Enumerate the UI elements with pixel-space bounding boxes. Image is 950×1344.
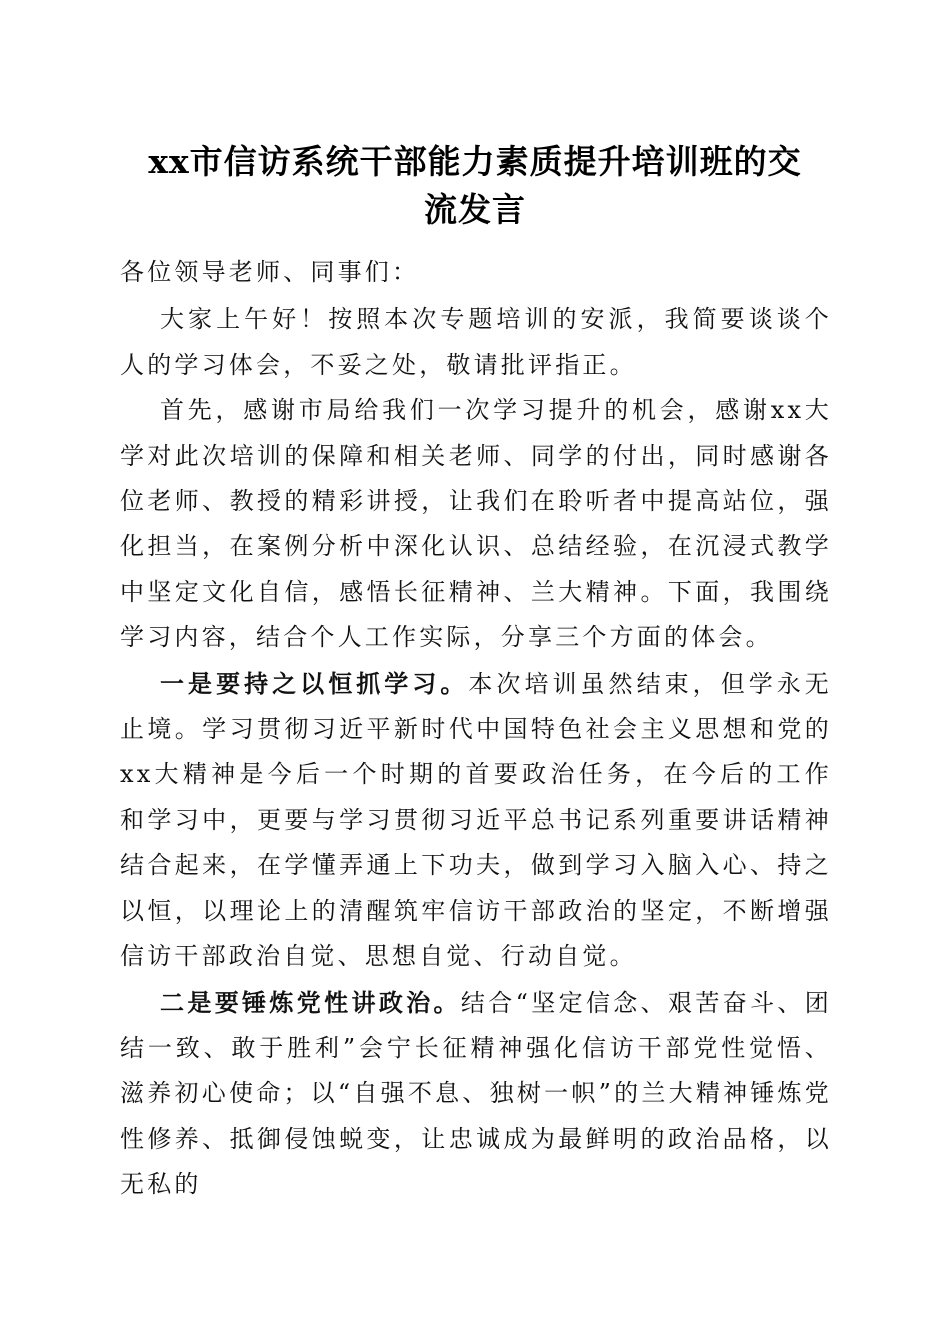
- paragraph-text: 结合“坚定信念、艰苦奋斗、团结一致、敢于胜利”会宁长征精神强化信访干部党性觉悟、滋养初心使命；以“自强不息、独树一帜”的兰大精神锤炼党性修养、抵御侵蚀蜕变，让忠诚成为最鲜明的政治品格，以无私的: [120, 988, 832, 1199]
- paragraph-greeting: [120, 297, 832, 388]
- paragraph-lead: 二是要锤炼党性讲政治。: [160, 987, 461, 1017]
- paragraph-text: 首先，感谢市局给我们一次学习提升的机会，感谢xx大学对此次培训的保障和相关老师、同学的付出，同时感谢各位老师、教授的精彩讲授，让我们在聆听者中提高站位，强化担当，在案例分析中深化认识、总结经验，在沉浸式教学中坚定文化自信，感悟长征精神、兰大精神。下面，我围绕学习内容，结合个人工作实际，分享三个方面的体会。: [120, 396, 832, 652]
- paragraph-point-two: [120, 980, 832, 1208]
- paragraph-lead: 一是要持之以恒抓学习。: [160, 668, 469, 698]
- paragraph-text: 大家上午好！按照本次专题培训的安派，我简要谈谈个人的学习体会，不妥之处，敬请批评指正。: [120, 305, 832, 379]
- paragraph-text: 本次培训虽然结束，但学永无止境。学习贯彻习近平新时代中国特色社会主义思想和党的xx大精神是今后一个时期的首要政治任务，在今后的工作和学习中，更要与学习贯彻习近平总书记系列重要讲话精神结合起来，在学懂弄通上下功夫，做到学习入脑入心、持之以恒，以理论上的清醒筑牢信访干部政治的坚定，不断增强信访干部政治自觉、思想自觉、行动自觉。: [120, 669, 833, 971]
- paragraph-thanks: [120, 388, 832, 660]
- document-title: [120, 138, 830, 234]
- title-line-2: 流发言: [424, 190, 526, 229]
- title-line-1: xx市信访系统干部能力素质提升培训班的交: [148, 142, 802, 181]
- document-body: [120, 250, 832, 1208]
- paragraph-point-one: [120, 661, 832, 980]
- salutation: 各位领导老师、同事们：: [120, 258, 420, 286]
